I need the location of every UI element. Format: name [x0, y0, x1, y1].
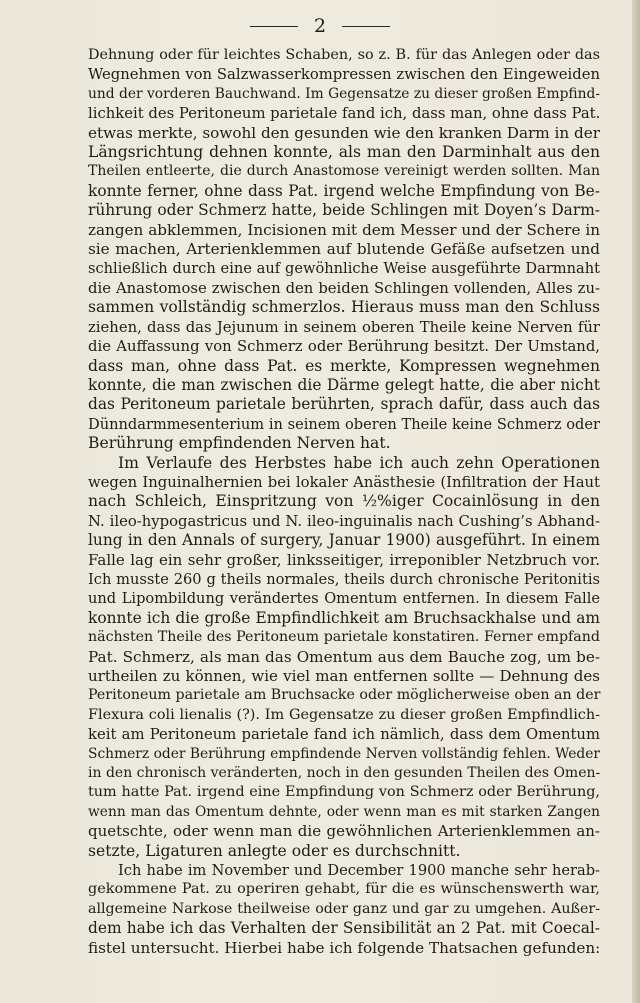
text-line: nächsten Theile des Peritoneum parietale konstatiren. Ferner empfand — [88, 629, 600, 646]
text-line: tum hatte Pat. irgend eine Empfindung von Schmerz oder Berührung, — [88, 784, 600, 801]
text-line: lichkeit des Peritoneum parietale fand ich, dass man, ohne dass Pat. — [88, 105, 601, 123]
text-line: keit am Peritoneum parietale fand ich nämlich, dass dem Omentum — [88, 726, 600, 744]
text-line: das Peritoneum parietale berührten, sprach dafür, dass auch das — [88, 395, 600, 414]
text-line: Dünndarmmesenterium in seinem oberen Theile keine Schmerz oder — [88, 415, 600, 433]
text-line: konnte ferner, ohne dass Pat. irgend welche Empfindung von Be- — [88, 181, 600, 200]
text-line: konnte ich die große Empfindlichkeit am Bruchsackhalse und am — [88, 608, 600, 627]
text-line: nach Schleich, Einspritzung von ½%iger Cocainlösung in den — [88, 492, 600, 511]
text-line: Längsrichtung dehnen konnte, als man den Darminhalt aus den — [88, 143, 600, 162]
text-line: lung in den Annals of surgery, Januar 1900) ausgeführt. In einem — [88, 531, 600, 550]
text-line: N. ileo-hypogastricus und N. ileo-inguinalis nach Cushing’s Abhand- — [88, 512, 600, 530]
text-line: urtheilen zu können, wie viel man entfernen sollte — Dehnung des — [88, 667, 600, 685]
text-line: die Auffassung von Schmerz oder Berührung besitzt. Der Umstand, — [88, 338, 600, 356]
body-text — [88, 46, 600, 958]
text-line: in den chronisch veränderten, noch in den gesunden Theilen des Omen- — [88, 765, 601, 782]
header-rule-right — [342, 26, 390, 27]
text-line: dem habe ich das Verhalten der Sensibilität an 2 Pat. mit Coecal- — [88, 919, 600, 938]
text-line: ziehen, dass das Jejunum in seinem oberen Theile keine Nerven für — [88, 318, 600, 336]
page-edge-shadow — [632, 0, 640, 1003]
text-line: Schmerz oder Berührung empfindende Nerven vollständig fehlen. Weder — [88, 745, 600, 762]
text-line: wenn man das Omentum dehnte, oder wenn man es mit starken Zangen — [88, 803, 600, 820]
text-line: Dehnung oder für leichtes Schaben, so z. B. für das Anlegen oder das — [88, 47, 600, 63]
text-line: etwas merkte, sowohl den gesunden wie den kranken Darm in der — [88, 123, 600, 142]
text-line: Theilen entleerte, die durch Anastomose vereinigt werden sollten. Man — [88, 163, 600, 180]
text-line: Flexura coli lienalis (?). Im Gegensatze zu dieser großen Empfindlich- — [88, 706, 600, 723]
text-line: Berührung empfindenden Nerven hat. — [88, 434, 391, 453]
page-header — [0, 14, 640, 38]
text-line: Ich musste 260 g theils normales, theils durch chronische Peritonitis — [88, 570, 600, 588]
text-line: und der vorderen Bauchwand. Im Gegensatze zu dieser großen Empfind- — [88, 85, 600, 102]
header-rule-left — [250, 26, 298, 27]
text-line: dass man, ohne dass Pat. es merkte, Kompressen wegnehmen — [88, 356, 600, 375]
text-line: setzte, Ligaturen anlegte oder es durchschnitt. — [88, 841, 461, 860]
text-line: Peritoneum parietale am Bruchsacke oder möglicherweise oben an der — [88, 687, 601, 704]
page-number: 2 — [313, 15, 327, 37]
text-line: wegen Inguinalhernien bei lokaler Anästhesie (Infiltration der Haut — [88, 473, 600, 491]
text-line: sammen vollständig schmerzlos. Hieraus muss man den Schluss — [88, 298, 600, 317]
text-line: sie machen, Arterienklemmen auf blutende Gefäße aufsetzen und — [88, 240, 600, 259]
text-line: konnte, die man zwischen die Därme gelegt hatte, die aber nicht — [88, 375, 600, 394]
text-line: Im Verlaufe des Herbstes habe ich auch zehn Operationen — [118, 453, 600, 472]
text-line: und Lipombildung verändertes Omentum entfernen. In diesem Falle — [88, 590, 600, 608]
text-line: zangen abklemmen, Incisionen mit dem Messer und der Schere in — [88, 220, 600, 239]
text-line: fistel untersucht. Hierbei habe ich folgende Thatsachen gefunden: — [88, 938, 601, 957]
text-line: rührung oder Schmerz hatte, beide Schlingen mit Doyen’s Darm- — [88, 201, 600, 220]
text-line: die Anastomose zwischen den beiden Schlingen vollenden, Alles zu- — [88, 279, 600, 297]
text-line: gekommene Pat. zu operiren gehabt, für die es wünschenswerth war, — [88, 881, 600, 898]
text-line: quetschte, oder wenn man die gewöhnlichen Arterienklemmen an- — [88, 822, 600, 841]
text-line: Ich habe im November und December 1900 manche sehr herab- — [118, 862, 600, 880]
text-line: Wegnehmen von Salzwasserkompressen zwischen den Eingeweiden — [88, 66, 600, 84]
text-line: Pat. Schmerz, als man das Omentum aus dem Bauche zog, um be- — [88, 647, 600, 666]
text-line: schließlich durch eine auf gewöhnliche Weise ausgeführte Darmnaht — [88, 260, 600, 278]
text-line: allgemeine Narkose theilweise oder ganz und gar zu umgehen. Außer- — [88, 900, 600, 917]
text-line: Falle lag ein sehr großer, linksseitiger, irreponibler Netzbruch vor. — [88, 550, 600, 569]
